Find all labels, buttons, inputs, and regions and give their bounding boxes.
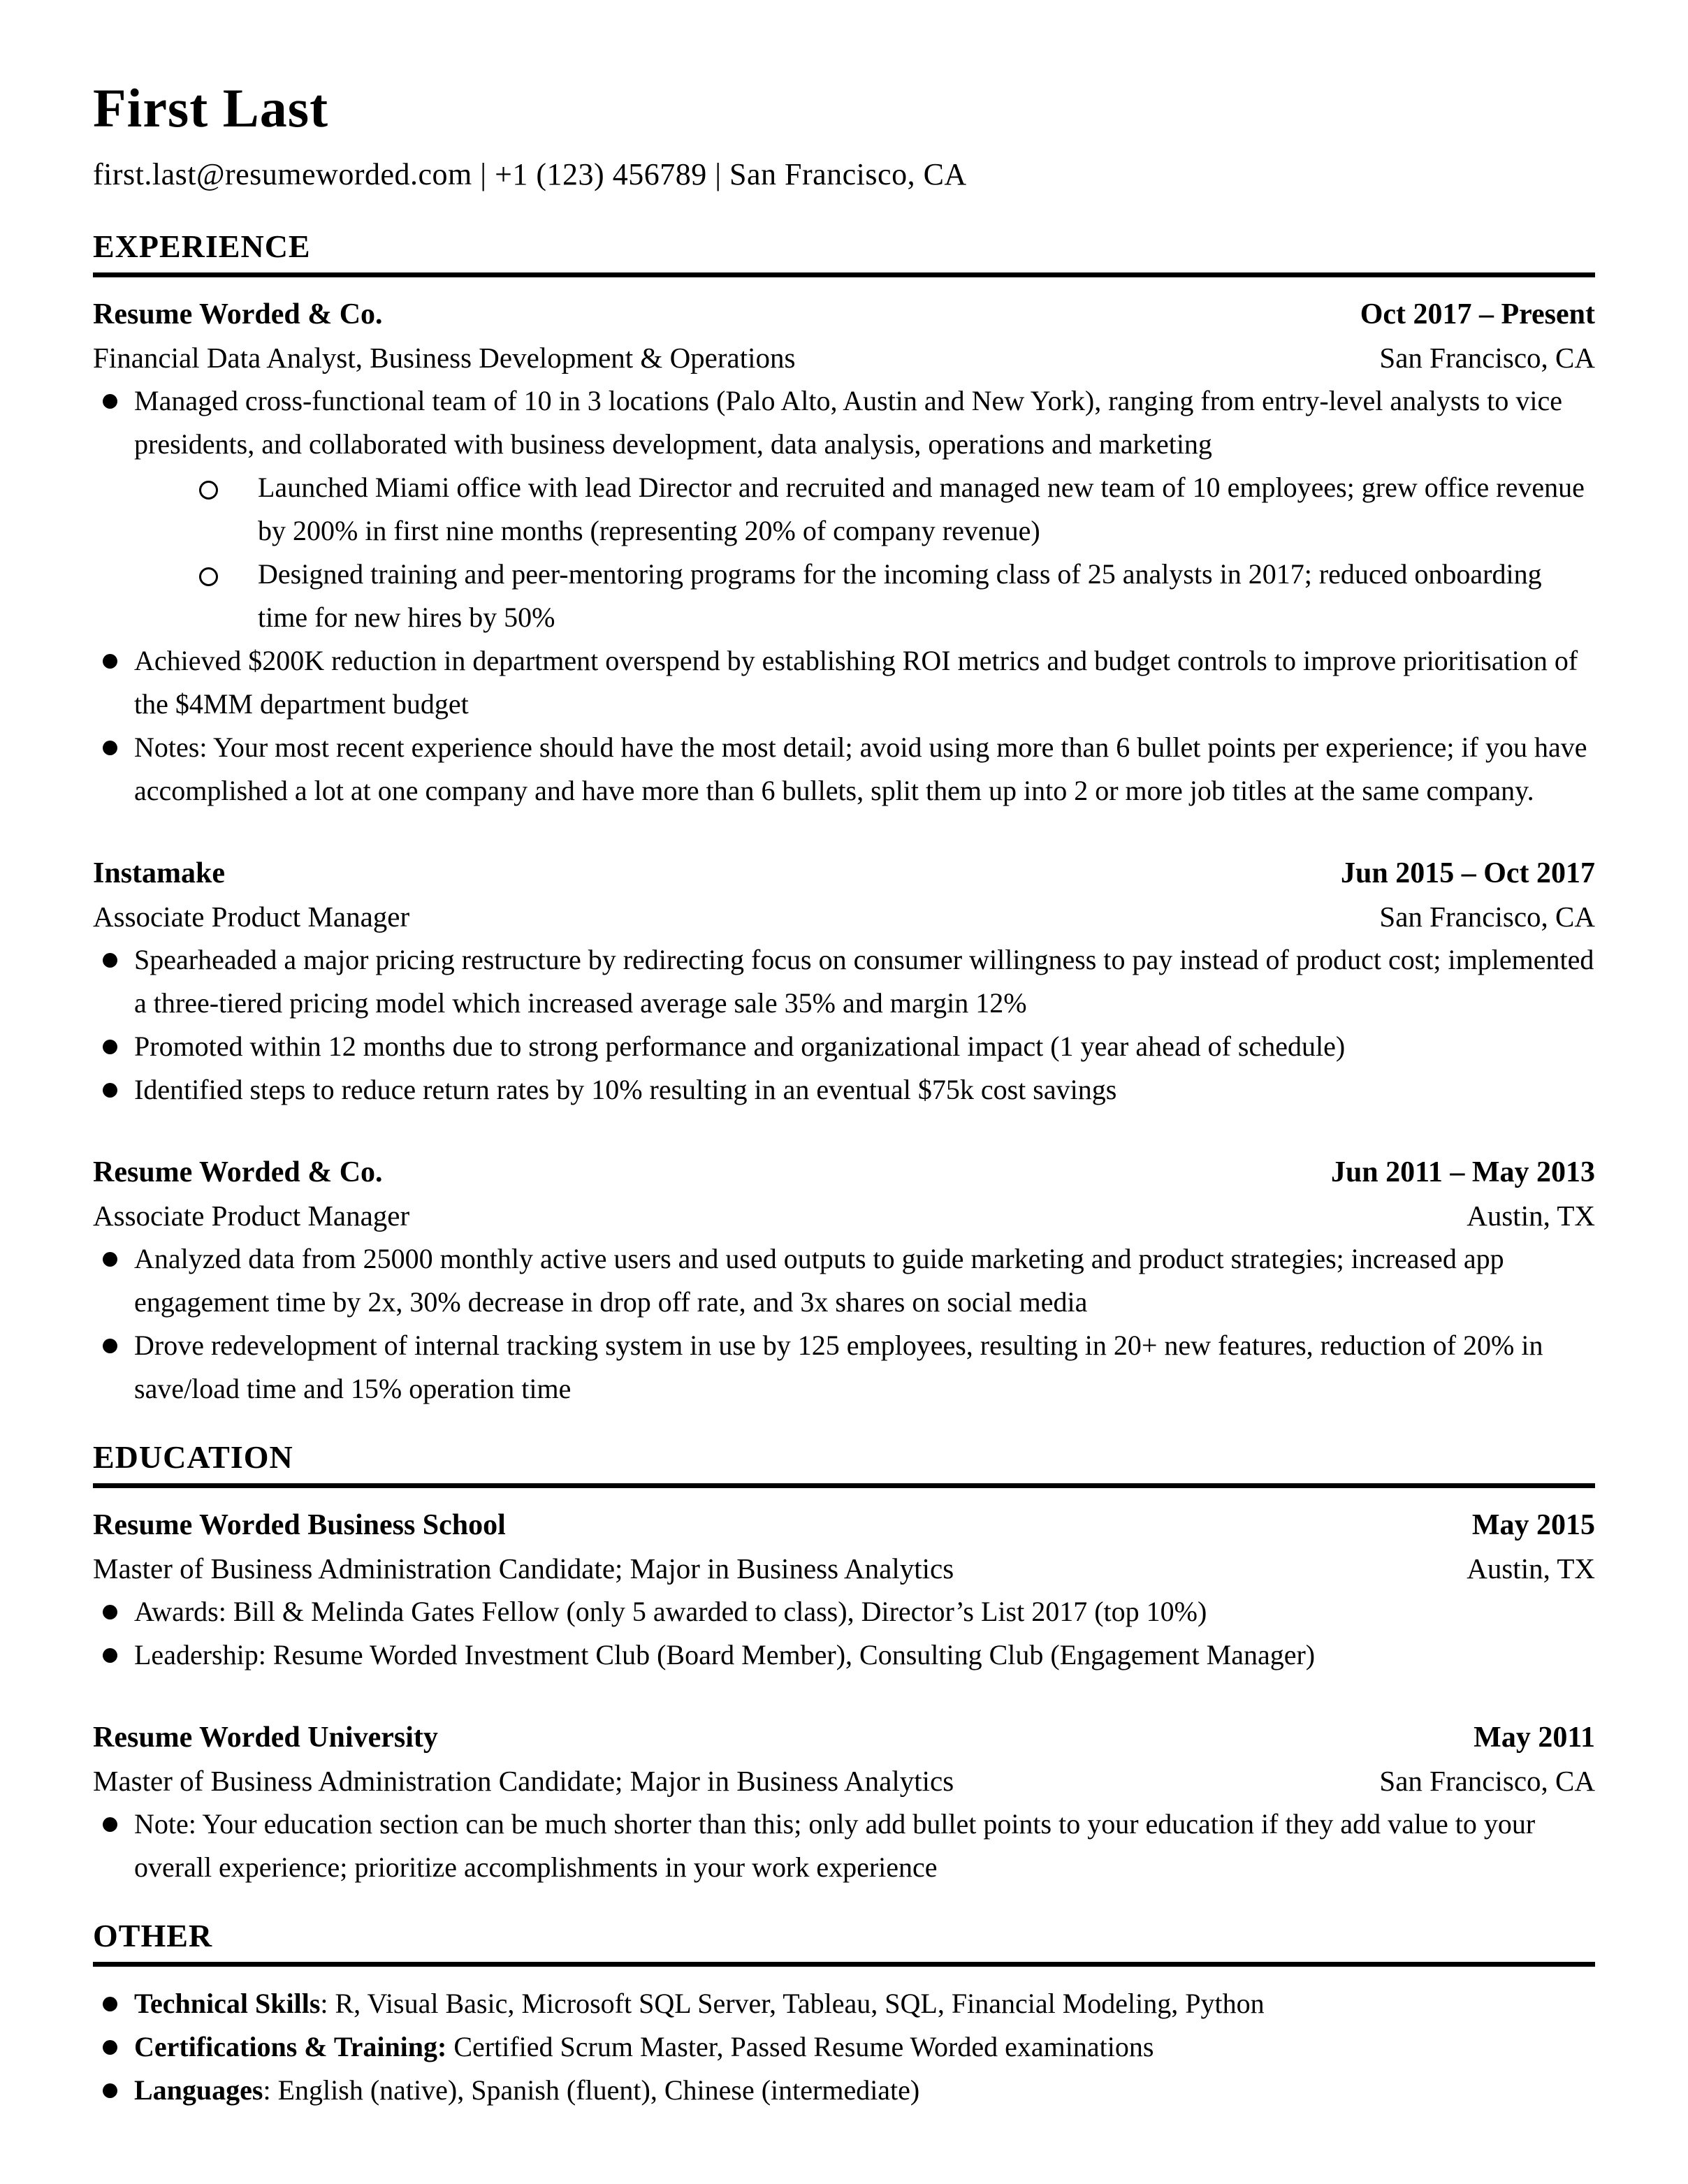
bullet-list	[93, 1803, 1595, 1889]
school-location: San Francisco, CA	[1379, 1765, 1595, 1797]
bullet-list	[93, 1590, 1595, 1677]
school-name: Resume Worded Business School	[93, 1509, 506, 1541]
bullet-item	[93, 1025, 1595, 1068]
contact-line: first.last@resumeworded.com | +1 (123) 456789 | San Francisco, CA	[93, 157, 967, 191]
degree-title: Master of Business Administration Candidate; Major in Business Analytics	[93, 1765, 954, 1797]
sub-bullet-item	[93, 466, 1595, 553]
bullet-item	[93, 726, 1595, 813]
bullet-item	[93, 1237, 1595, 1324]
section-education	[93, 1439, 1595, 1889]
experience-entry	[93, 293, 1595, 813]
person-name: First Last	[93, 78, 329, 138]
date-range: May 2015	[1471, 1509, 1595, 1541]
other-heading: OTHER	[93, 1917, 1595, 1967]
experience-entry	[93, 1151, 1595, 1411]
job-title: Associate Product Manager	[93, 901, 410, 933]
experience-entry	[93, 852, 1595, 1112]
entry-header-row	[93, 293, 1595, 336]
school-location: Austin, TX	[1467, 1552, 1595, 1585]
school-name: Resume Worded University	[93, 1721, 438, 1754]
bullet-text: Launched Miami office with lead Director and recruited and managed new team of 10 employees; grew office revenue by 200% in first nine months (representing 20% of company revenue)	[258, 472, 1585, 546]
bullet-item-technical-skills	[93, 1982, 1595, 2025]
bullet-label: Languages	[134, 2074, 263, 2106]
company-name: Resume Worded & Co.	[93, 1156, 383, 1188]
bullet-text: Certified Scrum Master, Passed Resume Worded examinations	[446, 2031, 1154, 2062]
bullet-item-certifications	[93, 2025, 1595, 2069]
bullet-item	[93, 639, 1595, 726]
bullet-list	[93, 1982, 1595, 2112]
bullet-item	[93, 1068, 1595, 1112]
entry-header-row	[93, 1504, 1595, 1547]
sub-bullet-item	[93, 553, 1595, 639]
bullet-text: Spearheaded a major pricing restructure by redirecting focus on consumer willingness to pay instead of product cost; implemented a three-tiered pricing model which increased average sale 35% and margin 12%	[134, 944, 1594, 1019]
bullet-item	[93, 938, 1595, 1025]
entry-subheader-row	[93, 1759, 1595, 1803]
bullet-text: Analyzed data from 25000 monthly active users and used outputs to guide marketing and product strategies; increased app engagement time by 2x, 30% decrease in drop off rate, and 3x shares on social media	[134, 1243, 1504, 1318]
company-name: Resume Worded & Co.	[93, 298, 383, 330]
bullet-text: Drove redevelopment of internal tracking system in use by 125 employees, resulting in 20+ new features, reduction of 20% in save/load time and 15% operation time	[134, 1330, 1543, 1404]
education-entry	[93, 1504, 1595, 1677]
bullet-text: Awards: Bill & Melinda Gates Fellow (only 5 awarded to class), Director’s List 2017 (top 10%)	[134, 1596, 1207, 1627]
entry-subheader-row	[93, 895, 1595, 938]
bullet-text: Identified steps to reduce return rates by 10% resulting in an eventual $75k cost savings	[134, 1074, 1117, 1105]
section-experience	[93, 228, 1595, 1411]
entry-header-row	[93, 852, 1595, 895]
job-title: Associate Product Manager	[93, 1200, 410, 1232]
entry-header-row	[93, 1151, 1595, 1194]
job-location: San Francisco, CA	[1379, 901, 1595, 933]
bullet-list	[93, 379, 1595, 813]
section-other	[93, 1917, 1595, 2112]
bullet-text: Notes: Your most recent experience should have the most detail; avoid using more than 6 bullet points per experience; if you have accomplished a lot at one company and have more than 6 bullets, split them up into 2 or more job titles at the same company.	[134, 731, 1587, 806]
experience-heading: EXPERIENCE	[93, 228, 1595, 277]
bullet-text: Achieved $200K reduction in department overspend by establishing ROI metrics and budget controls to improve prioritisation of the $4MM department budget	[134, 645, 1578, 720]
date-range: Jun 2011 – May 2013	[1330, 1156, 1595, 1188]
bullet-item	[93, 1633, 1595, 1677]
bullet-label: Technical Skills	[134, 1988, 321, 2019]
bullet-item	[93, 1590, 1595, 1633]
date-range: Oct 2017 – Present	[1360, 298, 1595, 330]
bullet-item	[93, 379, 1595, 466]
company-name: Instamake	[93, 857, 226, 889]
entry-subheader-row	[93, 336, 1595, 379]
bullet-text: Note: Your education section can be much shorter than this; only add bullet points to your education if they add value to your overall experience; prioritize accomplishments in your work experience	[134, 1808, 1536, 1883]
bullet-text: : English (native), Spanish (fluent), Chinese (intermediate)	[263, 2074, 920, 2106]
education-entry	[93, 1716, 1595, 1889]
bullet-text: Promoted within 12 months due to strong performance and organizational impact (1 year ahead of schedule)	[134, 1031, 1346, 1062]
degree-title: Master of Business Administration Candidate; Major in Business Analytics	[93, 1552, 954, 1585]
bullet-text: Managed cross-functional team of 10 in 3 locations (Palo Alto, Austin and New York), ranging from entry-level analysts to vice presidents, and collaborated with business development, data analysis, operations and marketing	[134, 385, 1563, 460]
date-range: Jun 2015 – Oct 2017	[1340, 857, 1595, 889]
bullet-text: : R, Visual Basic, Microsoft SQL Server, Tableau, SQL, Financial Modeling, Python	[320, 1988, 1265, 2019]
education-heading: EDUCATION	[93, 1439, 1595, 1488]
bullet-item	[93, 1324, 1595, 1411]
entry-subheader-row	[93, 1194, 1595, 1237]
bullet-text: Leadership: Resume Worded Investment Club (Board Member), Consulting Club (Engagement Manager)	[134, 1639, 1316, 1670]
bullet-list	[93, 938, 1595, 1112]
date-range: May 2011	[1474, 1721, 1595, 1754]
entry-header-row	[93, 1716, 1595, 1759]
job-location: San Francisco, CA	[1379, 342, 1595, 374]
job-title: Financial Data Analyst, Business Development & Operations	[93, 342, 796, 374]
bullet-item-languages	[93, 2069, 1595, 2112]
bullet-text: Designed training and peer-mentoring programs for the incoming class of 25 analysts in 2017; reduced onboarding time for new hires by 50%	[258, 558, 1542, 633]
bullet-list	[93, 1237, 1595, 1411]
bullet-label: Certifications & Training:	[134, 2031, 447, 2062]
entry-subheader-row	[93, 1547, 1595, 1590]
bullet-item	[93, 1803, 1595, 1889]
job-location: Austin, TX	[1467, 1200, 1595, 1232]
